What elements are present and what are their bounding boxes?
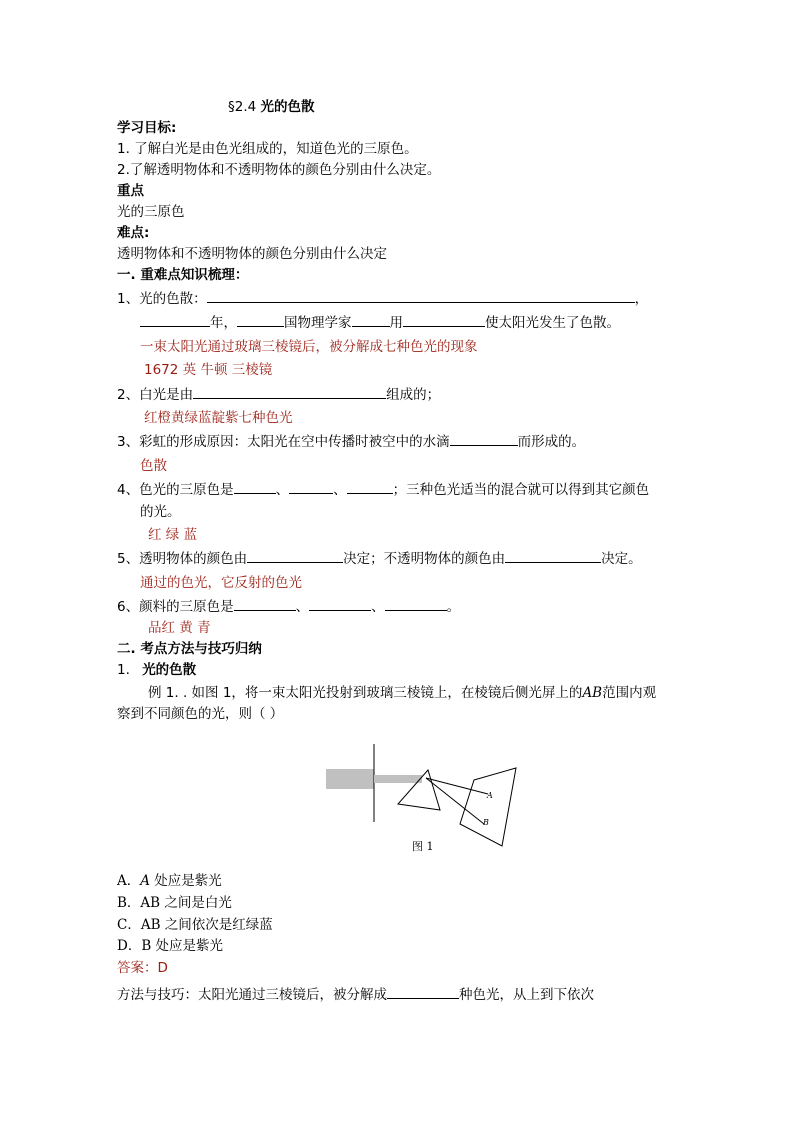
answer-blank[interactable] bbox=[309, 598, 371, 611]
light-source-block bbox=[326, 769, 374, 789]
answer-text: 答案：D bbox=[117, 960, 168, 976]
answer-blank[interactable] bbox=[289, 481, 333, 494]
method-line bbox=[117, 986, 594, 1004]
separator: 、 bbox=[333, 482, 347, 498]
option-c bbox=[117, 916, 273, 934]
method-lead: 方法与技巧：太阳光通过三棱镜后，被分解成 bbox=[117, 987, 387, 1003]
answer-blank[interactable] bbox=[237, 314, 284, 327]
q5-mid: 决定；不透明物体的颜色由 bbox=[343, 551, 506, 567]
option-text: B 处应是紫光 bbox=[141, 938, 224, 954]
subsection-title: 光的色散 bbox=[142, 662, 197, 678]
q4-answer: 红 绿 蓝 bbox=[148, 527, 198, 543]
q6-tail: 。 bbox=[446, 599, 461, 615]
q1-tail: ， bbox=[634, 291, 649, 307]
q5-tail: 决定。 bbox=[601, 551, 642, 567]
answer-blank[interactable] bbox=[403, 314, 485, 327]
question-4 bbox=[117, 481, 649, 499]
figure-caption: 图 1 bbox=[412, 840, 434, 853]
option-key: A． bbox=[117, 873, 141, 889]
q2-tail: 组成的； bbox=[386, 387, 441, 403]
part2-heading: 二. 考点方法与技巧归纳 bbox=[117, 641, 262, 657]
section-name: 光的色散 bbox=[260, 99, 315, 115]
question-5 bbox=[117, 550, 642, 568]
q3-tail: 而形成的。 bbox=[517, 434, 586, 450]
goal-item: 1. 了解白光是由色光组成的，知道色光的三原色。 bbox=[117, 141, 418, 157]
goal-item: 2.了解透明物体和不透明物体的颜色分别由什么决定。 bbox=[117, 162, 441, 178]
q5-lead: 5、透明物体的颜色由 bbox=[117, 551, 248, 567]
option-key: B． bbox=[117, 895, 141, 911]
q1-answer-2: 1672 英 牛顿 三棱镜 bbox=[144, 362, 273, 378]
q2-answer: 红橙黄绿蓝靛紫七种色光 bbox=[144, 410, 293, 426]
q6-lead: 6、颜料的三原色是 bbox=[117, 599, 234, 615]
q6-answer: 品红 黄 青 bbox=[148, 620, 211, 636]
option-d bbox=[117, 937, 223, 955]
section-number: §2.4 bbox=[228, 99, 257, 115]
example-line-2: 察到不同颜色的光，则（ ） bbox=[117, 706, 284, 722]
question-1 bbox=[117, 290, 648, 308]
q3-lead: 3、彩虹的形成原因：太阳光在空中传播时被空中的水滴 bbox=[117, 434, 450, 450]
key-point-text: 光的三原色 bbox=[117, 204, 185, 220]
option-text: AB 之间依次是红绿蓝 bbox=[140, 917, 273, 933]
key-point-heading: 重点 bbox=[117, 183, 144, 199]
light-screen bbox=[460, 768, 516, 846]
subsection-heading bbox=[117, 661, 196, 679]
question-1-line2 bbox=[140, 314, 620, 332]
difficult-point-heading: 难点: bbox=[117, 225, 150, 241]
option-italic: A bbox=[140, 873, 150, 889]
part1-heading: 一. 重难点知识梳理： bbox=[117, 267, 249, 283]
q1-text-c: 用 bbox=[389, 315, 403, 331]
answer-blank[interactable] bbox=[352, 314, 390, 327]
answer-blank[interactable] bbox=[385, 598, 447, 611]
q3-answer: 色散 bbox=[140, 458, 167, 474]
q1-text-a: 年， bbox=[210, 315, 237, 331]
question-3 bbox=[117, 433, 585, 451]
goals-heading: 学习目标: bbox=[117, 120, 177, 136]
q4-line2: 的光。 bbox=[140, 504, 181, 520]
option-a bbox=[117, 872, 222, 890]
separator: 、 bbox=[275, 482, 290, 498]
answer-blank[interactable] bbox=[347, 481, 393, 494]
label-a: A bbox=[487, 791, 493, 800]
option-text: 处应是紫光 bbox=[150, 873, 222, 889]
q1-lead: 1、光的色散： bbox=[117, 291, 207, 307]
option-key: D． bbox=[117, 938, 142, 954]
separator: 、 bbox=[371, 599, 385, 615]
q4-lead: 4、色光的三原色是 bbox=[117, 482, 234, 498]
question-2 bbox=[117, 386, 440, 404]
example-text: 例 1. . 如图 1，将一束太阳光投射到玻璃三棱镜上，在棱镜后侧光屏上的 bbox=[148, 685, 583, 701]
answer-blank[interactable] bbox=[234, 481, 276, 494]
answer-blank[interactable] bbox=[387, 986, 459, 999]
example-line-1 bbox=[148, 684, 656, 702]
light-beam bbox=[374, 775, 422, 783]
label-b: B bbox=[483, 818, 489, 827]
subsection-number: 1. bbox=[117, 662, 130, 678]
answer-blank[interactable] bbox=[247, 550, 343, 563]
option-key: C． bbox=[117, 917, 141, 933]
separator: 、 bbox=[295, 599, 310, 615]
q4-tail: ；三种色光适当的混合就可以得到其它颜色 bbox=[392, 482, 650, 498]
q1-text-b: 国物理学家 bbox=[284, 315, 352, 331]
ray-b bbox=[426, 778, 484, 824]
option-b bbox=[117, 894, 232, 912]
difficult-point-text: 透明物体和不透明物体的颜色分别由什么决定 bbox=[117, 246, 387, 262]
prism-figure bbox=[322, 744, 522, 850]
q1-answer: 一束太阳光通过玻璃三棱镜后，被分解成七种色光的现象 bbox=[140, 339, 478, 355]
example-text-b: 范围内观 bbox=[602, 685, 657, 701]
answer-blank[interactable] bbox=[140, 314, 210, 327]
answer-blank[interactable] bbox=[193, 386, 386, 399]
answer-blank[interactable] bbox=[450, 433, 518, 446]
method-tail: 种色光，从上到下依次 bbox=[459, 987, 594, 1003]
q5-answer: 通过的色光，它反射的色光 bbox=[140, 575, 302, 591]
option-text: AB 之间是白光 bbox=[140, 895, 232, 911]
page-title bbox=[228, 98, 315, 116]
answer-blank[interactable] bbox=[505, 550, 601, 563]
answer-blank[interactable] bbox=[207, 290, 635, 303]
q2-lead: 2、白光是由 bbox=[117, 387, 194, 403]
question-6 bbox=[117, 598, 460, 616]
example-ab: AB bbox=[582, 685, 603, 701]
answer-blank[interactable] bbox=[234, 598, 296, 611]
q1-text-d: 使太阳光发生了色散。 bbox=[485, 315, 620, 331]
